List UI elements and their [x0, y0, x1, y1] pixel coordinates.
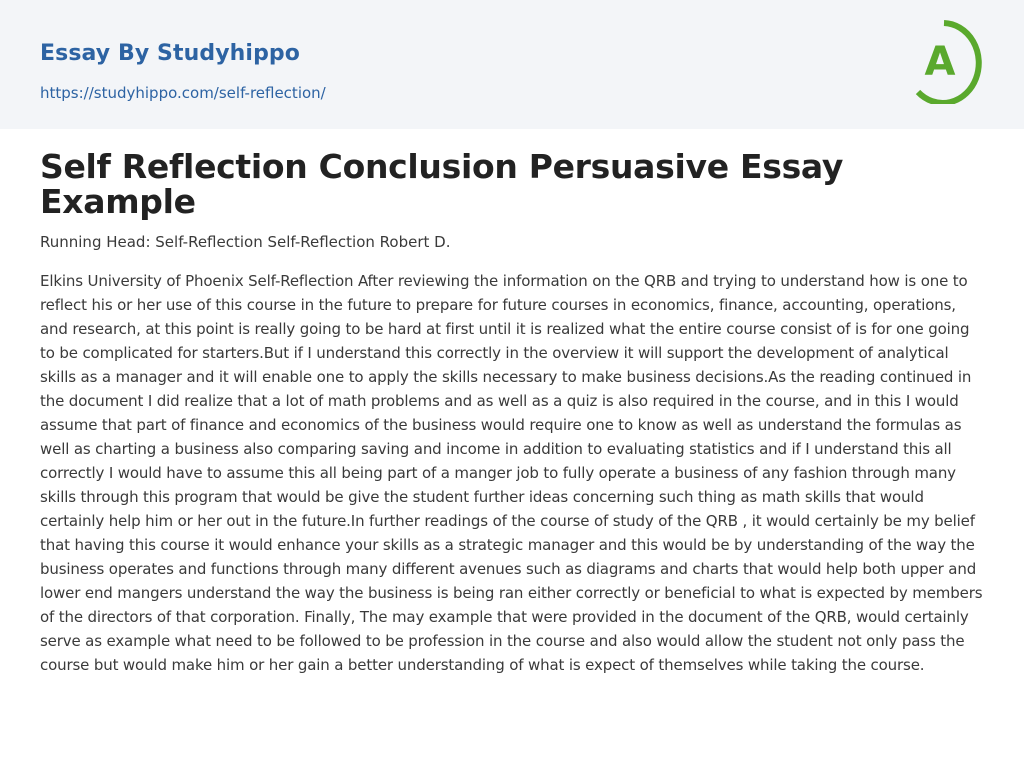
- studyhippo-logo[interactable]: [914, 20, 984, 104]
- essay-body: Elkins University of Phoenix Self-Reflection After reviewing the information on the QRB and trying to understand how is one to reflect his or her use of this course in the future to prepare for future courses in economics, finance, accounting, operations, and research, at this point is really going to be hard at first until it is realized what the entire course consist of is for one going to be complicated for starters.But if I understand this correctly in the overview it will support the development of analytical skills as a manager and it will enable one to apply the skills necessary to make business decisions.As the reading continued in the document I did realize that a lot of math problems and as well as a quiz is also required in the course, and in this I would assume that part of finance and economics of the business would require one to know as well as understand the formulas as well as charting a business also comparing saving and income in addition to evaluating statistics and if I understand this all correctly I would have to assume this all being part of a manger job to fully operate a business of any fashion through many skills through this program that would be give the student further ideas concerning such thing as math skills that would certainly help him or her out in the future.In further readings of the course of study of the QRB , it would certainly be my belief that having this course it would enhance your skills as a strategic manager and this would be by understanding of the way the business operates and functions through many different avenues such as diagrams and charts that would help both upper and lower end mangers understand the way the business is being ran either correctly or beneficial to what is expected by members of the directors of that corporation. Finally, The may example that were provided in the document of the QRB, would certainly serve as example what need to be followed to be profession in the course and also would allow the student not only pass the course but would make him or her gain a better understanding of what is expect of themselves while taking the course.: [40, 272, 983, 674]
- essay-title: Self Reflection Conclusion Persuasive Essay Example: [40, 147, 844, 221]
- source-url-link[interactable]: https://studyhippo.com/self-reflection/: [40, 84, 326, 102]
- running-head: Running Head: Self-Reflection Self-Reflection Robert D.: [40, 233, 451, 251]
- site-header: [0, 0, 1024, 129]
- brand-title[interactable]: Essay By Studyhippo: [40, 41, 300, 66]
- logo-letter: A: [924, 39, 956, 85]
